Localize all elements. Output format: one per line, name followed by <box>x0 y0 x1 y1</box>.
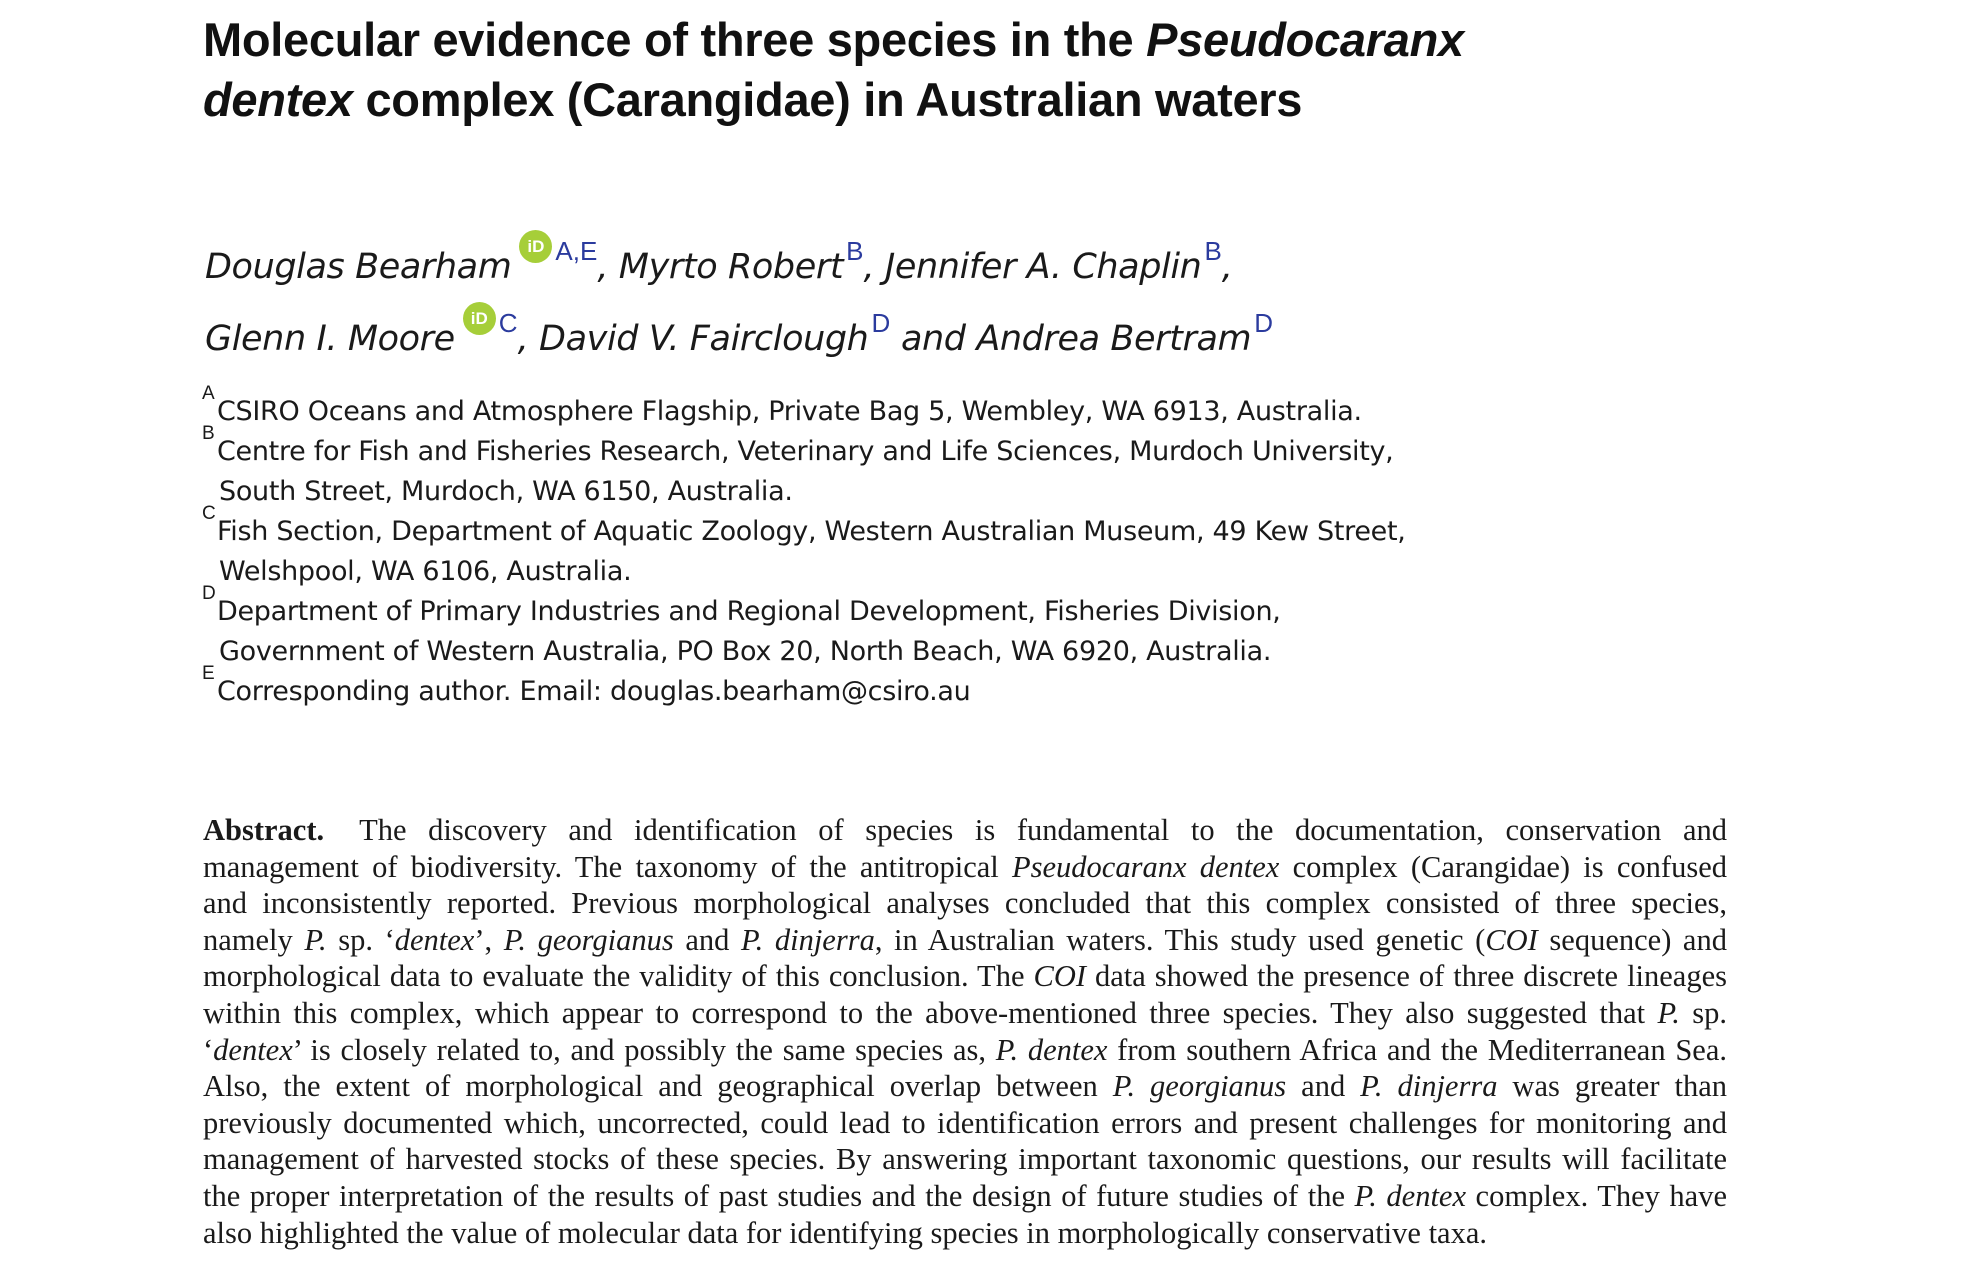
author-separator: , <box>517 319 529 359</box>
species-name: P. dinjerra <box>1360 1069 1498 1104</box>
abstract-line <box>203 1032 1727 1069</box>
species-name: COI <box>1033 959 1087 994</box>
species-name: P. <box>1657 995 1680 1030</box>
abstract-text: ‘ <box>203 1032 214 1067</box>
abstract-text: within this complex, which appear to correspond to the above-mentioned three species. They also suggested that <box>203 995 1658 1030</box>
author-separator: , <box>597 247 609 287</box>
abstract-line <box>203 1105 1727 1142</box>
abstract-text: ’ is closely related to, and possibly the same species as, <box>292 1032 996 1067</box>
species-name: dentex <box>394 922 475 957</box>
species-name: P. dinjerra <box>740 922 875 957</box>
affiliation-text: Centre for Fish and Fisheries Research, Veterinary and Life Sciences, Murdoch University, <box>217 436 1394 467</box>
species-name: COI <box>1485 922 1538 957</box>
species-name: Pseudocaranx dentex <box>1012 849 1280 884</box>
abstract-label: Abstract. <box>203 813 325 847</box>
abstract-line <box>203 849 1727 886</box>
species-name: dentex <box>213 1032 293 1067</box>
species-name: P. dentex <box>1354 1178 1467 1213</box>
abstract-text: complex (Carangidae) is confused <box>1279 849 1727 884</box>
author-line-1 <box>205 230 1605 302</box>
affiliation-text: Department of Primary Industries and Regional Development, Fisheries Division, <box>217 596 1281 627</box>
affiliation-key: E <box>202 663 215 684</box>
abstract-line <box>203 958 1727 995</box>
abstract-text: data showed the presence of three discrete lineages <box>1086 959 1727 994</box>
author-name: Andrea Bertram <box>976 319 1252 359</box>
author-line-2 <box>205 302 1605 374</box>
author-separator: , <box>1221 247 1233 287</box>
abstract-line <box>203 1141 1727 1178</box>
affiliation-list <box>202 383 1702 712</box>
affiliation-e <box>202 663 1702 712</box>
abstract-text: and inconsistently reported. Previous morphological analyses concluded that this complex consisted of three species, <box>203 886 1727 921</box>
abstract-line <box>203 1178 1727 1215</box>
abstract-text: , in Australian waters. This study used genetic ( <box>874 922 1486 957</box>
species-name: P. dentex <box>995 1032 1108 1067</box>
affiliation-marker: B <box>1204 236 1222 266</box>
abstract-text: namely <box>203 922 305 957</box>
affiliation-marker: D <box>1254 308 1273 338</box>
affiliation-key: B <box>202 423 215 444</box>
affiliation-marker: A,E <box>555 236 598 266</box>
abstract-text: and <box>673 922 741 957</box>
author-name: Jennifer A. Chaplin <box>884 247 1202 287</box>
orcid-icon[interactable]: iD <box>519 230 552 263</box>
abstract-text: and <box>1286 1069 1361 1104</box>
author-name: David V. Fairclough <box>539 319 869 359</box>
abstract-text: the proper interpretation of the results of past studies and the design of future studies of the <box>203 1178 1355 1213</box>
affiliation-text: CSIRO Oceans and Atmosphere Flagship, Private Bag 5, Wembley, WA 6913, Australia. <box>217 396 1362 427</box>
abstract-line <box>203 812 1727 849</box>
affiliation-c <box>202 503 1702 592</box>
orcid-icon[interactable]: iD <box>463 302 496 335</box>
affiliation-text: Government of Western Australia, PO Box 20, North Beach, WA 6920, Australia. <box>219 636 1272 667</box>
affiliation-text: Fish Section, Department of Aquatic Zoology, Western Australian Museum, 49 Kew Street, <box>217 516 1406 547</box>
author-name: Myrto Robert <box>618 247 844 287</box>
abstract-text: management of biodiversity. The taxonomy of the antitropical <box>203 849 1012 884</box>
abstract-text: ’, <box>474 922 504 957</box>
abstract-line <box>203 922 1727 959</box>
abstract-text: from southern Africa and the Mediterranean Sea. <box>1107 1032 1727 1067</box>
abstract-line <box>203 885 1727 922</box>
abstract-line <box>203 995 1727 1032</box>
abstract-line <box>203 1068 1727 1105</box>
affiliation-b <box>202 423 1702 512</box>
affiliation-marker: B <box>846 236 864 266</box>
affiliation-key: D <box>202 583 216 604</box>
abstract-text: The discovery and identification of species is fundamental to the documentation, conservation and <box>359 813 1727 847</box>
abstract-text: previously documented which, uncorrected, could lead to identification errors and present challenges for monitoring and <box>203 1105 1727 1140</box>
abstract-text: Also, the extent of morphological and geographical overlap between <box>203 1069 1113 1104</box>
affiliation-a <box>202 383 1702 432</box>
title-line-1: Molecular evidence of three species in the Pseudocaranx <box>203 13 1464 66</box>
abstract-text: sp. <box>1679 995 1727 1030</box>
abstract-text: also highlighted the value of molecular data for identifying species in morphologically conservative taxa. <box>203 1215 1487 1250</box>
author-name: Glenn I. Moore <box>205 319 455 359</box>
affiliation-text: South Street, Murdoch, WA 6150, Australia. <box>219 476 793 507</box>
species-name: P. georgianus <box>503 922 674 957</box>
affiliation-text: Corresponding author. Email: douglas.bearham@csiro.au <box>217 676 971 707</box>
affiliation-marker: D <box>871 308 891 338</box>
abstract-text: was greater than <box>1497 1069 1727 1104</box>
affiliation-marker: C <box>498 308 518 338</box>
abstract <box>203 812 1727 1251</box>
affiliation-text: Welshpool, WA 6106, Australia. <box>219 556 632 587</box>
author-list <box>205 230 1605 374</box>
author-name: Douglas Bearham <box>205 247 512 287</box>
affiliation-key: A <box>202 383 215 404</box>
species-name: P. <box>304 922 327 957</box>
author-separator: and <box>890 319 966 359</box>
affiliation-d <box>202 583 1702 672</box>
abstract-line <box>203 1215 1727 1252</box>
abstract-text: morphological data to evaluate the validity of this conclusion. The <box>203 959 1034 994</box>
abstract-text: sequence) and <box>1537 922 1727 957</box>
species-name: P. georgianus <box>1112 1069 1287 1104</box>
paper-title <box>203 10 1603 130</box>
abstract-text: management of harvested stocks of these species. By answering important taxonomic questions, our results will facilitate <box>203 1142 1727 1177</box>
title-line-2: dentex complex (Carangidae) in Australian waters <box>203 73 1303 126</box>
abstract-text: sp. ‘ <box>326 922 395 957</box>
author-separator: , <box>863 247 875 287</box>
abstract-text: complex. They have <box>1466 1178 1727 1213</box>
affiliation-key: C <box>202 503 216 524</box>
